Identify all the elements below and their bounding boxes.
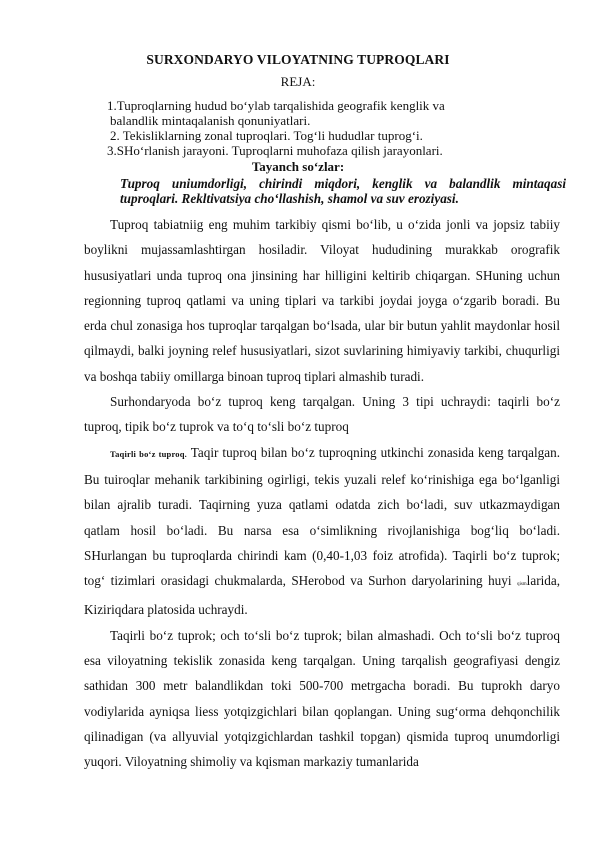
paragraph-3	[84, 440, 560, 623]
paragraph-3-text-a: Taqir tuproq bilan bo‘z tuproqning utkinchi zonasida keng tarqalgan. Bu tuiroqlar mehanik tarkibining ogirligi, tekis yuzali relef ko‘rinishiga ega bo‘lganligi bilan ajralib turadi. Taqirning yuza qatlami odatda zich bo‘ladi, suv utkazmaydigan qatlam hosil bo‘ladi. Bu narsa esa o‘simlikning rivojlanishiga bog‘liq bo‘ladi. SHurlangan bu tuproqlarda chirindi kam (0,40-1,03 foiz atrofida). Taqirli bo‘z tuprok; tog‘ tizimlari orasidagi chukmalarda, SHerobod va Surhon daryolarining huyi	[84, 444, 560, 589]
paragraph-1: Tuproq tabiatniig eng muhim tarkibiy qismi bo‘lib, u o‘zida jonli va jopsiz tabiiy boylikni mujassamlashtirgan hosiladir. Viloyat hududining murakkab orografik hususiyatlari unda tuproq ona jinsining har hilligini keltirib chiqargan. SHuning uchun regionning tuproq qatlami va uning tiplari va tarkibi joydai joyga o‘zgarib boradi. Bu erda chul zonasiga hos tuproqlar tarqalgan bo‘lsada, ular bir butun yahlit maydonlar hosil qilmaydi, balki joyning relef hususiyatlari, sizot suvlarining himiyaviy tarkibi, chuqurligi va boshqa tabiiy omillarga binoan tuproq tiplari almashib turadi.	[84, 217, 560, 384]
plan-item-2: 2. Tekisliklarning zonal tuproqlari. Tog‘li hududlar tuprog‘i.	[110, 128, 423, 143]
plan-item-1-continued: balandlik mintaqalanish qonuniyatlari.	[110, 113, 311, 128]
paragraph-3-lead: Taqirli bo‘z tuproq.	[110, 448, 187, 459]
page-title: SURXONDARYO VILOYATNING TUPROQLARI	[146, 52, 450, 67]
body-text	[84, 212, 560, 775]
plan-heading: REJA:	[280, 74, 316, 89]
paragraph-4: Taqirli bo‘z tuprok; och to‘sli bo‘z tuprok; bilan almashadi. Och to‘sli bo‘z tuproq esa viloyatning tekislik zonasida keng tarqalgan. Uning tarqalish geografiyasi dengiz sathidan 300 metr balandlikdan toki 500-700 metrgacha boradi. Bu tuprokh daryo vodiylarida ayniqsa liess yotqizgichlari bilan qoplangan. Uning sug‘orma dehqonchilik qilinadigan (va allyuvial yotqizgichlardan tashkil topgan) qismida tuproq unumdorligi yuqori. Viloyatning shimoliy va kqisman markaziy tumanlarida	[84, 627, 560, 770]
plan-item-3: 3.SHo‘rlanish jarayoni. Tuproqlarni muhofaza qilish jarayonlari.	[107, 143, 443, 158]
keywords-line-1: Tuproq uniumdorligi, chirindi miqdori, kenglik va balandlik mintaqasi	[120, 176, 566, 191]
paragraph-3-tiny-text: qism	[516, 582, 527, 588]
plan-item-1: 1.Tuproqlarning hudud bo‘ylab tarqalishida geografik kenglik va	[107, 98, 445, 113]
keywords-heading: Tayanch so‘zlar:	[251, 159, 345, 174]
paragraph-2: Surhondaryoda bo‘z tuproq keng tarqalgan. Uning 3 tipi uchraydi: taqirli bo‘z tuproq, tipik bo‘z tuprok va to‘q to‘sli bo‘z tuproq	[84, 394, 560, 435]
keywords-line-2: tuproqlari. Rekltivatsiya cho‘llashish, shamol va suv eroziyasi.	[120, 191, 459, 206]
paragraph-3-text-b: larida, Kiziriqdara platosida uchraydi.	[84, 573, 560, 618]
